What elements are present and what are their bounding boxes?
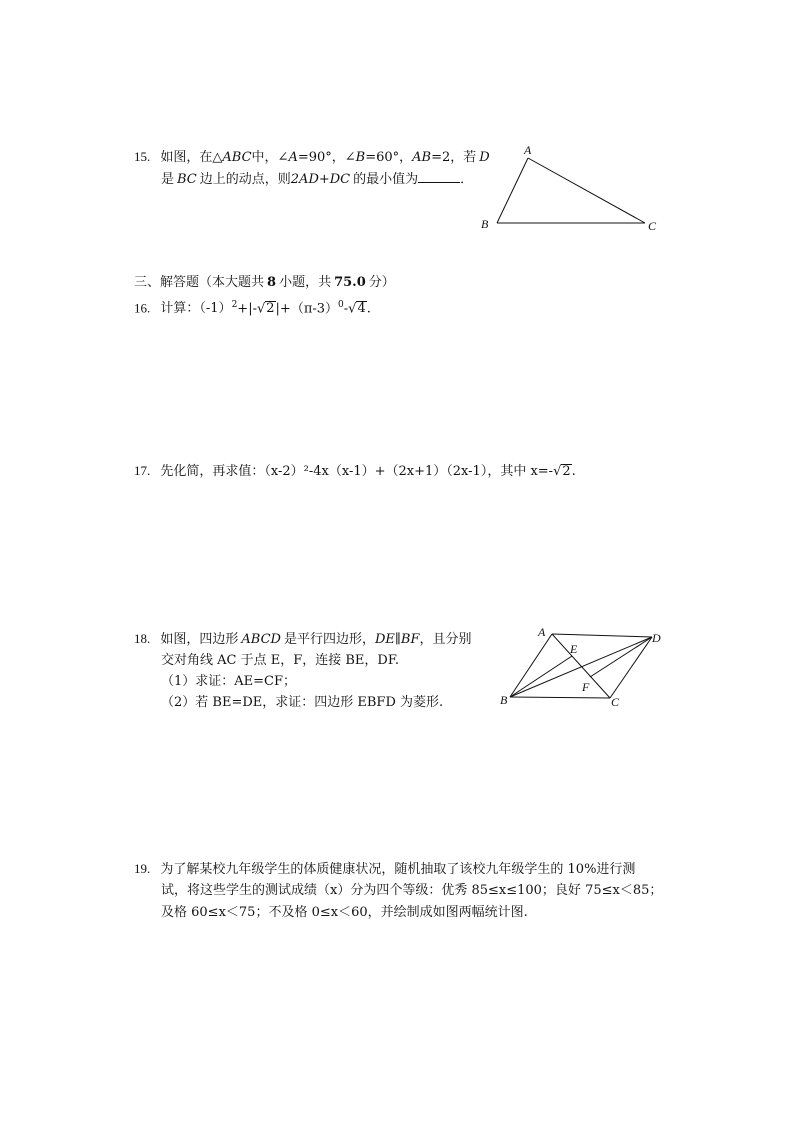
answer-blank (418, 168, 460, 183)
label-c: C (648, 219, 657, 233)
q18-de: DE (374, 632, 395, 647)
q16-line (134, 294, 371, 320)
q16-radicand: 2 (266, 301, 275, 317)
q18-abcd: ABCD (241, 632, 281, 647)
q16-end: . (366, 301, 371, 317)
q16-text: +|- (237, 301, 257, 317)
sqrt-icon: √ (256, 301, 266, 317)
q15-d: D (479, 150, 490, 165)
label-e: E (570, 642, 578, 656)
side-cb (510, 697, 610, 698)
q18-bf: BF (400, 632, 420, 647)
segment-df (590, 637, 652, 677)
q16-text: - (343, 301, 349, 317)
q19-number: 19. (134, 861, 151, 876)
label-a: A (538, 625, 546, 639)
q15-text: =90°，∠ (297, 150, 356, 165)
section-title-text: 三、解答题（本大题共 (134, 275, 265, 290)
q15-line1 (134, 146, 490, 169)
q15-text: =60°， (365, 150, 413, 165)
q16-exponent-zero: 0 (338, 300, 344, 310)
section-count: 8 (267, 275, 277, 290)
side-ad (552, 634, 652, 637)
q18-part2: （2）若 BE=DE，求证：四边形 EBFD 为菱形. (161, 695, 444, 710)
label-c: C (611, 695, 620, 709)
q15-angle-b: B (355, 150, 366, 165)
q19-line3: 及格 60≤x＜75；不及格 0≤x＜60，并绘制成如图两幅统计图. (161, 905, 528, 920)
section-title-text: 分） (368, 275, 395, 290)
label-a: A (524, 143, 532, 157)
q15-angle-a: A (288, 150, 298, 165)
q18-line1 (134, 628, 472, 651)
q16-radicand: 4 (357, 301, 366, 317)
q18-text: ，且分别 (419, 632, 472, 647)
q19-line1 (134, 858, 635, 881)
parallel-icon: ∥ (394, 632, 401, 647)
q19-line2: 试，将这些学生的测试成绩（x）分为四个等级：优秀 85≤x≤100；良好 75≤x＜85； (161, 883, 663, 898)
q15-triangle-figure (470, 140, 670, 240)
q18-text: 是平行四边形， (283, 632, 375, 647)
q15-end: ． (460, 172, 474, 187)
section-heading (134, 272, 395, 294)
q15-triangle: △ABC (212, 150, 252, 165)
q16-number: 16. (134, 300, 151, 316)
q18-text: 如图，四边形 (160, 632, 239, 647)
side-ab (497, 158, 528, 223)
q15-text: 是 (161, 172, 175, 187)
q15-bc: BC (177, 172, 197, 187)
q15-ab: AB (412, 150, 432, 165)
q15-text: 如图，在 (160, 150, 213, 165)
q17-line (134, 460, 576, 483)
q18-part1: （1）求证：AE=CF； (161, 674, 297, 689)
side-ba (510, 634, 552, 697)
section-title-text: 小题，共 (279, 275, 332, 290)
q15-line2 (161, 168, 473, 191)
q16-exponent: 2 (231, 300, 238, 310)
q15-number: 15. (134, 149, 151, 164)
q17-number: 17. (134, 463, 151, 478)
side-ac (528, 158, 645, 223)
q15-expression: 2AD+DC (290, 172, 351, 187)
q19-text: 为了解某校九年级学生的体质健康状况，随机抽取了该校九年级学生的 10%进行测 (160, 862, 636, 877)
q18-parallelogram-figure (490, 620, 680, 712)
label-b: B (481, 217, 489, 231)
segment-be (510, 656, 572, 697)
q16-text: |+（π-3） (275, 301, 339, 317)
q18-number: 18. (134, 631, 151, 646)
sqrt-icon: √ (348, 301, 357, 317)
q18-line2: 交对角线 AC 于点 E，F，连接 BE，DF. (161, 653, 399, 668)
sqrt-icon: √ (553, 464, 562, 479)
q17-end: . (571, 464, 576, 479)
q16-text: 计算：（-1） (160, 301, 232, 317)
label-f: F (582, 680, 590, 694)
q17-radicand: 2 (562, 464, 571, 479)
q15-text: 的最小值为 (353, 172, 419, 187)
q15-text: 边上的动点，则 (199, 172, 291, 187)
q15-text: 中，∠ (251, 150, 289, 165)
section-score: 75.0 (334, 275, 366, 290)
diagonal-bd (510, 637, 652, 697)
label-b: B (500, 693, 508, 707)
diagonal-ac (552, 634, 610, 698)
label-d: D (652, 631, 661, 645)
q17-text: 先化简，再求值：（x-2）²-4x（x-1）+（2x+1）（2x-1），其中 x=- (160, 464, 554, 479)
q15-text: =2，若 (431, 150, 477, 165)
